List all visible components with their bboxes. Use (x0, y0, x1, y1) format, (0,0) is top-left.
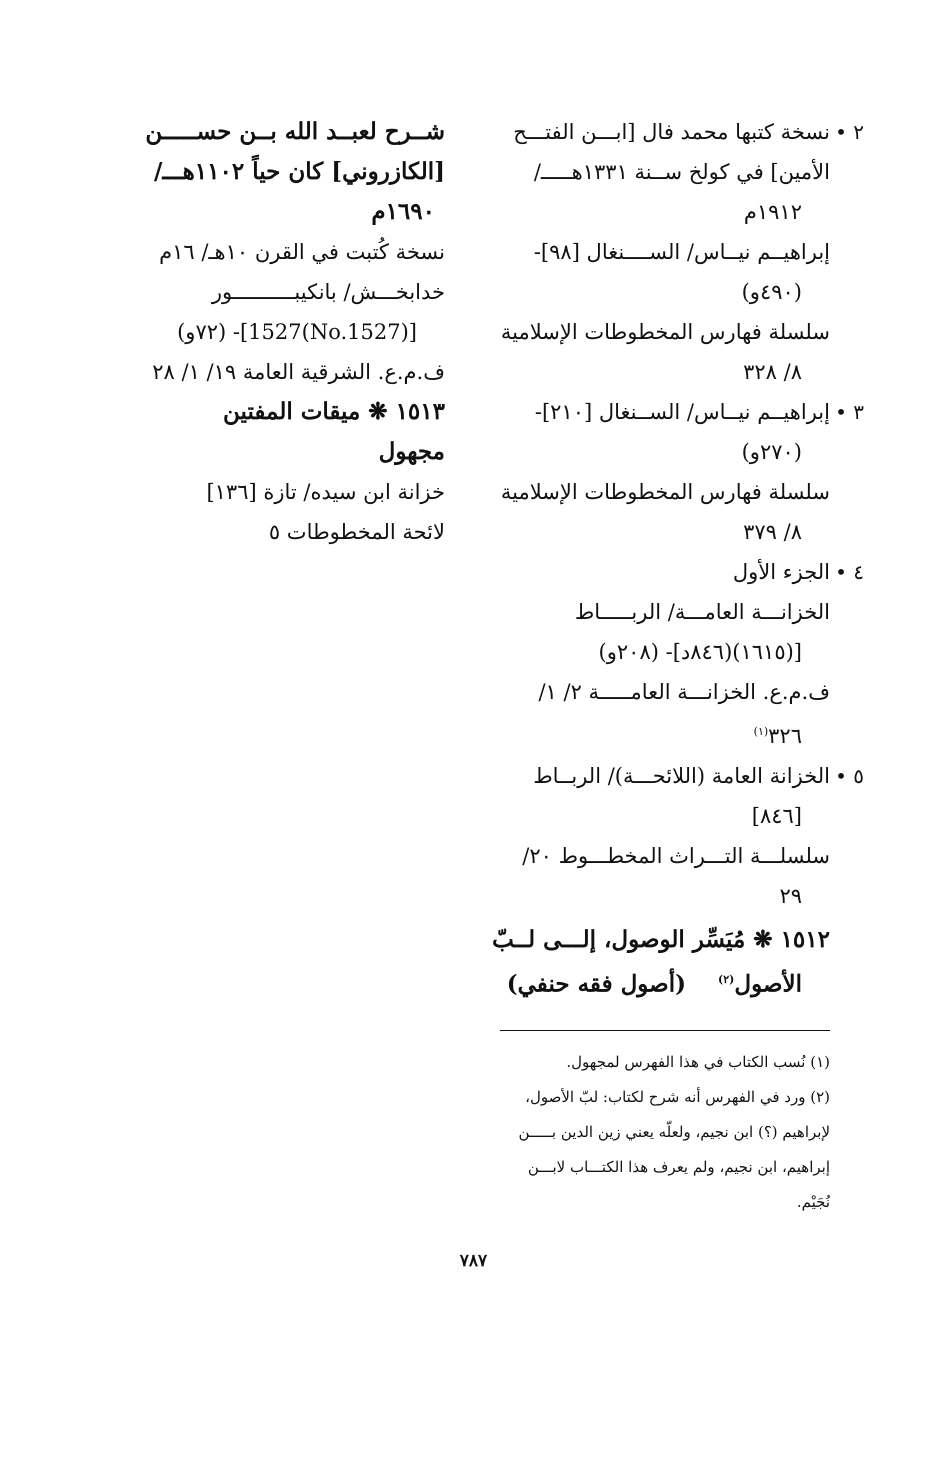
footnote-2: (٢) ورد في الفهرس أنه شرح لكتاب: لبّ الأصول، (525, 1088, 830, 1106)
text-line: نسخة كُتبت في القرن ١٠هـ/ ١٦م (159, 240, 445, 264)
left-column (110, 112, 445, 552)
text-line: الجزء الأول (732, 560, 830, 584)
footnotes (495, 1045, 830, 1220)
text-line: سلسلة فهارس المخطوطات الإسلامية (500, 480, 830, 504)
entry-item-3 (492, 392, 864, 552)
item-marker: ٣ • (835, 400, 864, 424)
entry-title: ١٥١٢ ❋ مُيَسِّر الوصول، إلـــى لــبّ (492, 926, 830, 953)
item-marker: ٤ • (835, 560, 864, 584)
text-line: ٨/ ٣٢٨ (743, 360, 802, 384)
commentary-heading: [الكازروني] كان حياً ١١٠٢هـــ/ (154, 158, 445, 185)
footnote-2-cont: لإبراهيم (؟) ابن نجيم، ولعلّه يعني زين الدين بـــــن (518, 1123, 830, 1141)
text-line: [(No.1527)1527]- (٧٢و) (177, 320, 417, 344)
commentary-heading: ١٦٩٠م (371, 198, 435, 225)
text-line: [(١٦١٥)(٨٤٦د]- (٢٠٨و) (598, 640, 802, 664)
text-line: إبراهيــم نيــاس/ الســــنغال [٩٨]- (533, 240, 830, 264)
text-line: لائحة المخطوطات ٥ (268, 520, 445, 544)
author-line: مجهول (378, 438, 445, 465)
item-marker: ٥ • (835, 764, 864, 788)
text-line: [٨٤٦] (751, 804, 802, 828)
text-line: الأمين] في كولخ ســنة ١٣٣١هـــــ/ (533, 160, 830, 184)
catalog-ref: ٣٢٦ (768, 724, 802, 748)
footnote-ref: (١) (753, 725, 769, 738)
footnote-2-cont: نُجَيْم. (796, 1193, 830, 1211)
text-line: الخزانة العامة (اللائحـــة)/ الربــاط (533, 764, 830, 788)
entry-item-5 (492, 756, 864, 916)
entry-1512 (492, 920, 830, 1005)
text-line: خزانة ابن سيده/ تازة [١٣٦] (206, 480, 445, 504)
entry-title: ١٥١٣ ❋ ميقات المفتين (223, 398, 445, 425)
entry-item-4 (492, 552, 864, 756)
right-column (492, 112, 864, 1005)
text-line: ٢٩ (779, 884, 802, 908)
entry-item-2 (492, 112, 864, 392)
item-marker: ٢ • (835, 120, 864, 144)
footnote-divider (500, 1030, 830, 1031)
text-line: ٨/ ٣٧٩ (743, 520, 802, 544)
footnote-ref: (٢) (718, 973, 735, 986)
text-line: سلسلة فهارس المخطوطات الإسلامية (500, 320, 830, 344)
entry-title (492, 960, 830, 1005)
text-line: ف.م.ع. الخزانـــة العامـــــة ٢/ ١/ (538, 680, 830, 704)
entry-subject: (أصول فقه حنفي) (506, 970, 686, 998)
text-line: إبراهيــم نيــاس/ الســنغال [٢١٠]- (534, 400, 830, 424)
text-line: ١٩١٢م (743, 200, 802, 224)
text-line: سلسلـــة التـــراث المخطـــوط ٢٠/ (522, 844, 830, 868)
commentary-heading: شــرح لعبــد الله بــن حســـــن (145, 118, 445, 145)
footnote-2-cont: إبراهيم، ابن نجيم، ولم يعرف هذا الكتـــاب لابـــن (527, 1158, 830, 1176)
text-line: نسخة كتبها محمد فال [ابـــن الفتـــح (513, 120, 830, 144)
text-line: ف.م.ع. الشرقية العامة ١٩/ ١/ ٢٨ (152, 360, 445, 384)
text-line: الخزانـــة العامـــة/ الربـــــاط (574, 600, 830, 624)
entry-title-main: الأصول (734, 970, 802, 998)
text-line: خدابخـــش/ بانكيبــــــــــور (211, 280, 445, 304)
text-line: (٤٩٠و) (741, 280, 802, 304)
footnote-1: (١) نُسب الكتاب في هذا الفهرس لمجهول. (566, 1053, 830, 1071)
text-line (492, 712, 830, 756)
text-line: (٢٧٠و) (741, 440, 802, 464)
page-number: ٧٨٧ (459, 1251, 488, 1271)
